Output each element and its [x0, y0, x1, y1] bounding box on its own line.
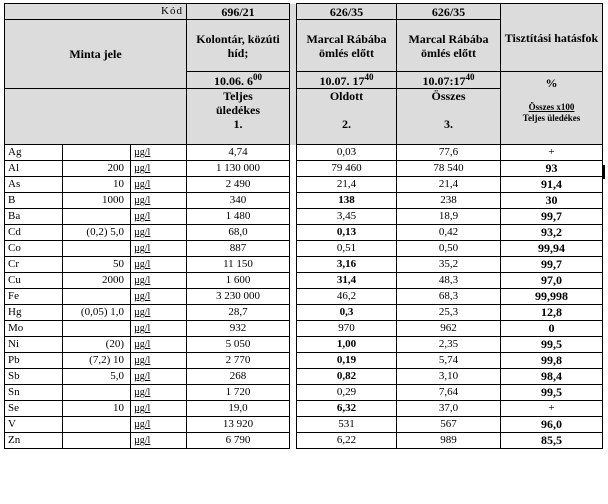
- unit-cell: µg/l: [131, 401, 187, 417]
- limit-cell: 10: [63, 401, 131, 417]
- kod-label: Kód: [5, 4, 187, 20]
- efficiency-value: 93,2: [501, 225, 603, 241]
- value-total-sediment: 6 790: [187, 433, 290, 449]
- col1-kod: 696/21: [187, 4, 290, 20]
- limit-cell: (7,2) 10: [63, 353, 131, 369]
- element-cell: B: [5, 193, 63, 209]
- table-row: [5, 433, 603, 449]
- element-cell: V: [5, 417, 63, 433]
- value-dissolved: 0,3: [297, 305, 397, 321]
- unit-cell: µg/l: [131, 305, 187, 321]
- col1-type: Teljes üledékes 1.: [187, 89, 290, 145]
- efficiency-value: 93: [501, 161, 603, 177]
- col3-type: Összes 3.: [397, 89, 501, 145]
- efficiency-value: 0: [501, 321, 603, 337]
- col2-type: Oldott 2.: [297, 89, 397, 145]
- value-total-sediment: 13 920: [187, 417, 290, 433]
- efficiency-value: 99,7: [501, 257, 603, 273]
- value-total-sediment: 68,0: [187, 225, 290, 241]
- element-cell: Co: [5, 241, 63, 257]
- value-dissolved: 0,82: [297, 369, 397, 385]
- table-row: [5, 321, 603, 337]
- value-total: 68,3: [397, 289, 501, 305]
- value-total: 962: [397, 321, 501, 337]
- unit-cell: µg/l: [131, 369, 187, 385]
- table-row: [5, 161, 603, 177]
- value-dissolved: 6,22: [297, 433, 397, 449]
- value-total: 0,50: [397, 241, 501, 257]
- element-cell: Al: [5, 161, 63, 177]
- value-total: 0,42: [397, 225, 501, 241]
- value-total-sediment: 887: [187, 241, 290, 257]
- unit-cell: µg/l: [131, 321, 187, 337]
- value-total: 3,10: [397, 369, 501, 385]
- unit-cell: µg/l: [131, 177, 187, 193]
- efficiency-value: 99,5: [501, 385, 603, 401]
- efficiency-value: 30: [501, 193, 603, 209]
- limit-cell: (20): [63, 337, 131, 353]
- col2-date: 10.07. $17^{40}$: [297, 72, 397, 89]
- limit-cell: 10: [63, 177, 131, 193]
- limit-cell: 1000: [63, 193, 131, 209]
- element-cell: Zn: [5, 433, 63, 449]
- element-cell: Sn: [5, 385, 63, 401]
- limit-cell: [63, 433, 131, 449]
- cursor-marker: [603, 165, 605, 179]
- efficiency-value: 97,0: [501, 273, 603, 289]
- value-total: 567: [397, 417, 501, 433]
- table-row: [5, 417, 603, 433]
- sample-label: Minta jele: [5, 20, 187, 89]
- limit-cell: [63, 241, 131, 257]
- table-row: [5, 305, 603, 321]
- table-row: [5, 353, 603, 369]
- element-cell: As: [5, 177, 63, 193]
- table-row: [5, 289, 603, 305]
- value-total-sediment: 4,74: [187, 145, 290, 161]
- table-row: [5, 273, 603, 289]
- limit-cell: [63, 417, 131, 433]
- value-total: 5,74: [397, 353, 501, 369]
- value-dissolved: 0,51: [297, 241, 397, 257]
- value-total: 25,3: [397, 305, 501, 321]
- efficiency-value: 85,5: [501, 433, 603, 449]
- value-total-sediment: 1 480: [187, 209, 290, 225]
- value-dissolved: 0,19: [297, 353, 397, 369]
- unit-cell: µg/l: [131, 209, 187, 225]
- value-total: 78 540: [397, 161, 501, 177]
- unit-cell: µg/l: [131, 257, 187, 273]
- efficiency-value: 99,7: [501, 209, 603, 225]
- limit-cell: 50: [63, 257, 131, 273]
- value-total-sediment: 1 720: [187, 385, 290, 401]
- unit-cell: µg/l: [131, 337, 187, 353]
- value-total: 77,6: [397, 145, 501, 161]
- value-total-sediment: 340: [187, 193, 290, 209]
- value-total-sediment: 932: [187, 321, 290, 337]
- unit-cell: µg/l: [131, 433, 187, 449]
- table-row: [5, 241, 603, 257]
- results-table: [4, 3, 603, 449]
- col1-date: 10.06. $6^{00}$: [187, 72, 290, 89]
- value-total-sediment: 5 050: [187, 337, 290, 353]
- table-row: [5, 401, 603, 417]
- value-total-sediment: 11 150: [187, 257, 290, 273]
- table-row: [5, 145, 603, 161]
- value-total-sediment: 28,7: [187, 305, 290, 321]
- unit-cell: µg/l: [131, 417, 187, 433]
- table-row: [5, 225, 603, 241]
- value-dissolved: 31,4: [297, 273, 397, 289]
- table-row: [5, 209, 603, 225]
- value-total: 18,9: [397, 209, 501, 225]
- value-dissolved: 21,4: [297, 177, 397, 193]
- limit-cell: 2000: [63, 273, 131, 289]
- unit-cell: µg/l: [131, 273, 187, 289]
- value-total: 2,35: [397, 337, 501, 353]
- unit-cell: µg/l: [131, 193, 187, 209]
- value-total-sediment: 19,0: [187, 401, 290, 417]
- element-cell: Cr: [5, 257, 63, 273]
- efficiency-value: 99,8: [501, 353, 603, 369]
- col3-place: Marcal Rábába ömlés előtt: [397, 20, 501, 72]
- value-dissolved: 46,2: [297, 289, 397, 305]
- limit-cell: [63, 289, 131, 305]
- unit-cell: µg/l: [131, 225, 187, 241]
- col2-kod: 626/35: [297, 4, 397, 20]
- value-total-sediment: 3 230 000: [187, 289, 290, 305]
- element-cell: Cd: [5, 225, 63, 241]
- efficiency-value: 91,4: [501, 177, 603, 193]
- limit-cell: 200: [63, 161, 131, 177]
- limit-cell: [63, 385, 131, 401]
- value-dissolved: 531: [297, 417, 397, 433]
- element-cell: Mo: [5, 321, 63, 337]
- value-dissolved: 0,29: [297, 385, 397, 401]
- col1-place: Kolontár, közúti híd;: [187, 20, 290, 72]
- value-dissolved: 0,13: [297, 225, 397, 241]
- value-dissolved: 3,16: [297, 257, 397, 273]
- table-row: [5, 177, 603, 193]
- value-total: 48,3: [397, 273, 501, 289]
- value-total: 21,4: [397, 177, 501, 193]
- unit-cell: µg/l: [131, 145, 187, 161]
- element-cell: Se: [5, 401, 63, 417]
- element-cell: Pb: [5, 353, 63, 369]
- efficiency-value: 96,0: [501, 417, 603, 433]
- col3-date: $10.07:17^{40}$: [397, 72, 501, 89]
- value-total: 238: [397, 193, 501, 209]
- table-row: [5, 337, 603, 353]
- formula-denominator: Teljes üledékes: [522, 113, 581, 123]
- value-total-sediment: 2 770: [187, 353, 290, 369]
- limit-cell: 5,0: [63, 369, 131, 385]
- unit-cell: µg/l: [131, 353, 187, 369]
- limit-cell: [63, 145, 131, 161]
- table-row: [5, 385, 603, 401]
- efficiency-value: 12,8: [501, 305, 603, 321]
- value-dissolved: 3,45: [297, 209, 397, 225]
- value-dissolved: 0,03: [297, 145, 397, 161]
- efficiency-value: 99,5: [501, 337, 603, 353]
- efficiency-value: 99,998: [501, 289, 603, 305]
- table-row: [5, 257, 603, 273]
- value-total-sediment: 2 490: [187, 177, 290, 193]
- table-row: [5, 193, 603, 209]
- col3-kod: 626/35: [397, 4, 501, 20]
- element-cell: Ba: [5, 209, 63, 225]
- element-cell: Hg: [5, 305, 63, 321]
- efficiency-formula: [501, 72, 603, 145]
- value-dissolved: 970: [297, 321, 397, 337]
- table-row: [5, 369, 603, 385]
- percent-sign: %: [545, 76, 558, 90]
- efficiency-header: Tisztítási hatásfok: [501, 4, 603, 72]
- col2-place: Marcal Rábába ömlés előtt: [297, 20, 397, 72]
- value-total-sediment: 1 600: [187, 273, 290, 289]
- value-dissolved: 1,00: [297, 337, 397, 353]
- unit-cell: µg/l: [131, 385, 187, 401]
- value-dissolved: 138: [297, 193, 397, 209]
- formula-numerator: Összes x100: [528, 102, 575, 112]
- element-cell: Cu: [5, 273, 63, 289]
- element-cell: Ni: [5, 337, 63, 353]
- value-total: 989: [397, 433, 501, 449]
- element-cell: Fe: [5, 289, 63, 305]
- element-cell: Sb: [5, 369, 63, 385]
- efficiency-value: 98,4: [501, 369, 603, 385]
- unit-cell: µg/l: [131, 289, 187, 305]
- value-dissolved: 6,32: [297, 401, 397, 417]
- limit-cell: (0,2) 5,0: [63, 225, 131, 241]
- value-total: 35,2: [397, 257, 501, 273]
- limit-cell: [63, 209, 131, 225]
- limit-cell: (0,05) 1,0: [63, 305, 131, 321]
- value-total: 7,64: [397, 385, 501, 401]
- value-total-sediment: 268: [187, 369, 290, 385]
- value-total: 37,0: [397, 401, 501, 417]
- efficiency-value: +: [501, 401, 603, 417]
- efficiency-value: +: [501, 145, 603, 161]
- limit-cell: [63, 321, 131, 337]
- value-dissolved: 79 460: [297, 161, 397, 177]
- efficiency-value: 99,94: [501, 241, 603, 257]
- element-cell: Ag: [5, 145, 63, 161]
- value-total-sediment: 1 130 000: [187, 161, 290, 177]
- unit-cell: µg/l: [131, 161, 187, 177]
- unit-cell: µg/l: [131, 241, 187, 257]
